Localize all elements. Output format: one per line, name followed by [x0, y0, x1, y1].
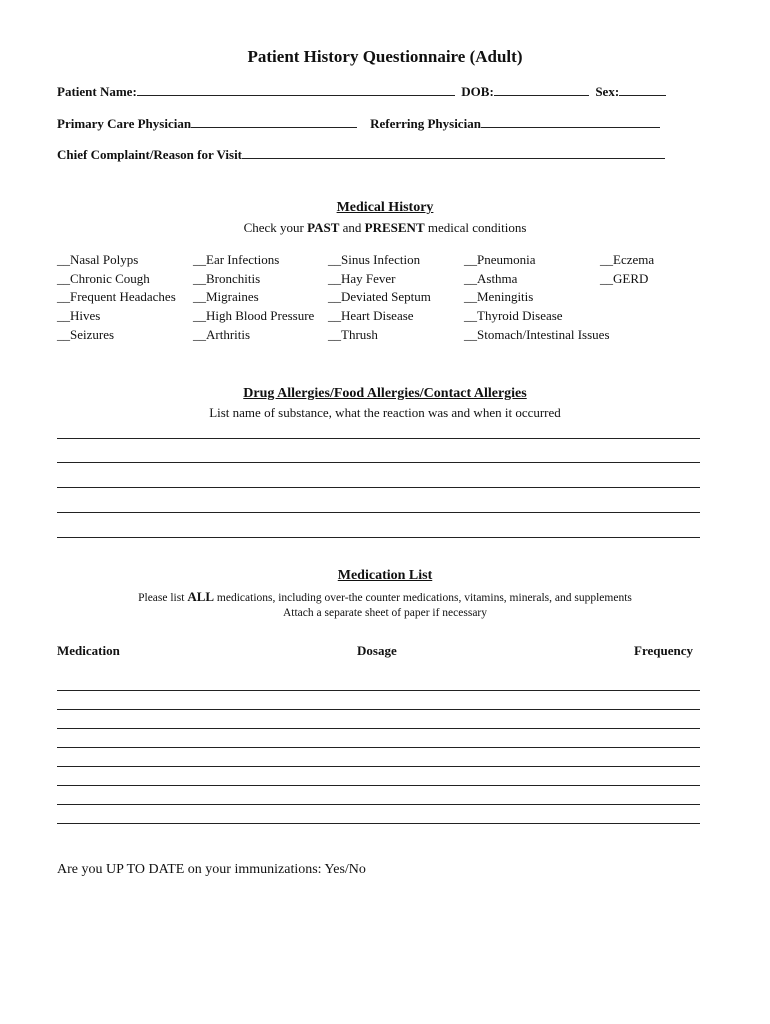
medication-line[interactable]: [57, 747, 700, 748]
condition-checkbox[interactable]: __Heart Disease: [328, 308, 414, 323]
medication-line[interactable]: [57, 728, 700, 729]
sex-field[interactable]: [619, 84, 666, 96]
sex-label: Sex: [595, 84, 615, 99]
allergy-line[interactable]: [57, 487, 700, 488]
referring-field[interactable]: [481, 116, 660, 128]
condition-checkbox[interactable]: __Eczema: [600, 252, 655, 267]
chief-complaint-label: Chief Complaint/Reason for Visit: [57, 147, 243, 162]
medical-history-heading: Medical History: [336, 200, 434, 215]
instruction-text: Check your: [243, 220, 308, 235]
patient-info-row: Patient Name: DOB: Sex:: [57, 84, 666, 100]
physician-row: [57, 116, 660, 132]
condition-checkbox[interactable]: __Deviated Septum: [328, 289, 431, 304]
condition-checkbox[interactable]: __GERD: [600, 271, 649, 286]
condition-checkbox[interactable]: __High Blood Pressure: [193, 308, 315, 323]
condition-checkbox[interactable]: __Seizures: [57, 327, 115, 342]
allergy-line[interactable]: [57, 512, 700, 513]
medication-line[interactable]: [57, 785, 700, 786]
allergies-instruction: List name of substance, what the reaction was and when it occurred: [209, 405, 561, 420]
condition-checkbox[interactable]: __Nasal Polyps: [57, 252, 139, 267]
condition-checkbox[interactable]: __Sinus Infection: [328, 252, 421, 267]
condition-checkbox[interactable]: __Chronic Cough: [57, 271, 150, 286]
medication-line[interactable]: [57, 823, 700, 824]
primary-care-field[interactable]: [191, 116, 357, 128]
immunization-question: Are you UP TO DATE on your immunizations: Yes/No: [57, 862, 366, 877]
condition-checkbox[interactable]: __Bronchitis: [193, 271, 261, 286]
condition-checkbox[interactable]: __Thrush: [328, 327, 378, 342]
medication-line[interactable]: [57, 690, 700, 691]
chief-complaint-field[interactable]: [242, 147, 665, 159]
present-emphasis: PRESENT: [364, 220, 425, 235]
condition-checkbox[interactable]: __Hay Fever: [328, 271, 396, 286]
condition-checkbox[interactable]: __Pneumonia: [464, 252, 536, 267]
primary-care-label: Primary Care Physician: [57, 116, 192, 131]
medication-line[interactable]: [57, 709, 700, 710]
medical-history-instruction: [0, 220, 770, 236]
chief-complaint-row: [57, 147, 665, 163]
medication-line[interactable]: [57, 766, 700, 767]
medication-instruction-2: Attach a separate sheet of paper if necessary: [282, 607, 488, 619]
condition-checkbox[interactable]: __Stomach/Intestinal Issues: [464, 327, 610, 342]
referring-label: Referring Physician: [370, 116, 481, 131]
medication-instruction: [0, 589, 770, 605]
dob-label: DOB: [461, 84, 490, 99]
condition-checkbox[interactable]: __Asthma: [464, 271, 518, 286]
condition-checkbox[interactable]: __Arthritis: [193, 327, 251, 342]
instruction-text: medications, including over-the counter medications, vitamins, minerals, and supplements: [214, 592, 632, 604]
frequency-column-header: Frequency: [634, 643, 693, 658]
medication-list-heading: Medication List: [337, 568, 433, 583]
condition-checkbox[interactable]: __Hives: [57, 308, 101, 323]
instruction-text: medical conditions: [424, 220, 527, 235]
past-emphasis: PAST: [307, 220, 340, 235]
patient-name-field[interactable]: [137, 84, 455, 96]
patient-name-label: Patient Name: [57, 84, 133, 99]
allergies-heading: Drug Allergies/Food Allergies/Contact Allergies: [243, 386, 527, 401]
medication-line[interactable]: [57, 804, 700, 805]
medication-column-header: Medication: [57, 643, 120, 658]
dosage-column-header: Dosage: [357, 643, 397, 658]
instruction-text: Please list: [138, 592, 188, 604]
page-title: Patient History Questionnaire (Adult): [247, 47, 523, 66]
dob-field[interactable]: [494, 84, 589, 96]
instruction-text: and: [339, 220, 365, 235]
condition-checkbox[interactable]: __Meningitis: [464, 289, 534, 304]
condition-checkbox[interactable]: __Migraines: [193, 289, 259, 304]
all-emphasis: ALL: [187, 589, 215, 604]
condition-checkbox[interactable]: __Frequent Headaches: [57, 289, 176, 304]
condition-checkbox[interactable]: __Thyroid Disease: [464, 308, 563, 323]
allergy-line[interactable]: [57, 438, 700, 439]
allergy-line[interactable]: [57, 462, 700, 463]
condition-checkbox[interactable]: __Ear Infections: [193, 252, 280, 267]
allergy-line[interactable]: [57, 537, 700, 538]
